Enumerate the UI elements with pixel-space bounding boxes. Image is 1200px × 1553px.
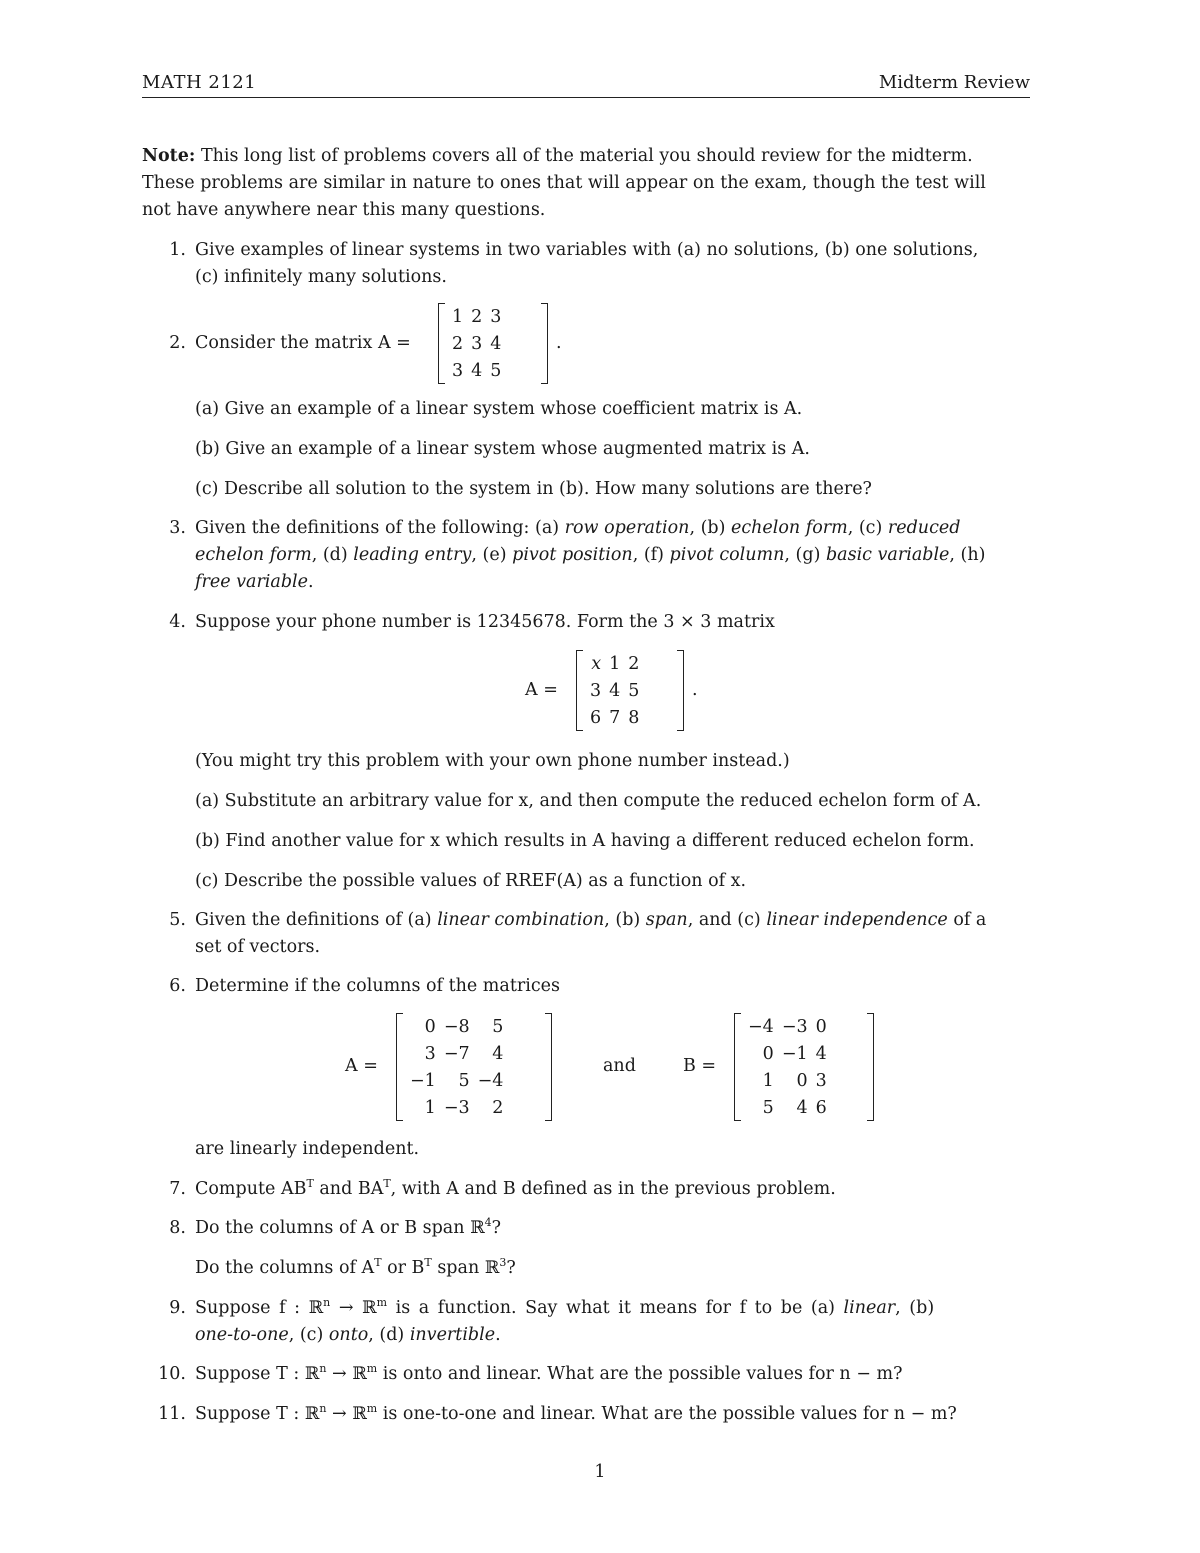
document-title: Midterm Review: [878, 72, 1030, 93]
problem-2-intro: Consider the matrix A =: [195, 333, 411, 353]
problem-2-number: 2.: [169, 333, 186, 353]
period: .: [556, 333, 562, 353]
problem-2c: (c) Describe all solution to the system in (b). How many solutions are there?: [195, 479, 872, 499]
matrix-a-problem-6: 0 −8 5 3 −7 4 −1 5 −4 1 −3 2: [396, 1013, 552, 1121]
problem-1-line-1: Give examples of linear systems in two variables with (a) no solutions, (b) one solutions,: [195, 240, 979, 260]
problem-6-intro: Determine if the columns of the matrices: [195, 976, 560, 996]
problem-11-text: Suppose T : ℝ$^n$ → ℝ$^m$ is one-to-one and linear. What are the possible values for n − m?: [195, 1402, 957, 1424]
problem-3-line-3: free variable.: [195, 572, 314, 592]
page-number: 1: [594, 1462, 606, 1482]
problem-2a: (a) Give an example of a linear system whose coefficient matrix is A.: [195, 399, 803, 419]
problem-4a: (a) Substitute an arbitrary value for x, and then compute the reduced echelon form of A.: [195, 791, 982, 811]
problem-4-intro: Suppose your phone number is 12345678. Form the 3 × 3 matrix: [195, 612, 775, 632]
period: .: [692, 680, 698, 700]
matrix-a-problem-4: x 1 2 3 4 5 6 7 8: [576, 650, 684, 731]
problem-8-q2: Do the columns of $A^T$ or $B^T$ span ℝ$^3$?: [195, 1256, 516, 1278]
problem-6-after: are linearly independent.: [195, 1139, 420, 1159]
problem-4c: (c) Describe the possible values of RREF(A) as a function of x.: [195, 871, 747, 891]
problem-3-line-2: echelon form, (d) leading entry, (e) pivot position, (f) pivot column, (g) basic variable, (h): [195, 545, 986, 565]
header-rule: [142, 97, 1030, 98]
problem-8-number: 8.: [169, 1218, 186, 1238]
and-word: and: [603, 1056, 636, 1076]
matrix-label-b: B =: [683, 1056, 717, 1076]
matrix-a-problem-2: 1 2 3 2 3 4 3 4 5: [438, 303, 548, 384]
problem-10-text: Suppose T : ℝ$^n$ → ℝ$^m$ is onto and linear. What are the possible values for n − m?: [195, 1362, 903, 1384]
note-line-3: not have anywhere near this many questions.: [142, 200, 546, 220]
problem-4-aside: (You might try this problem with your own phone number instead.): [195, 751, 790, 771]
matrix-label-a: A =: [345, 1056, 378, 1076]
problem-9-line-2: one-to-one, (c) onto, (d) invertible.: [195, 1325, 501, 1345]
problem-5-number: 5.: [169, 910, 186, 930]
problem-1-line-2: (c) infinitely many solutions.: [195, 267, 447, 287]
note-line-2: These problems are similar in nature to ones that will appear on the exam, though the test will: [142, 173, 986, 193]
problem-6-number: 6.: [169, 976, 186, 996]
problem-5-line-1: Given the definitions of (a) linear combination, (b) span, and (c) linear independence of a: [195, 910, 987, 930]
problem-10-number: 10.: [158, 1364, 186, 1384]
problem-9-line-1: Suppose f : ℝ$^n$ → ℝ$^m$ is a function. Say what it means for f to be (a) linear, (b): [195, 1296, 935, 1318]
problem-2b: (b) Give an example of a linear system whose augmented matrix is A.: [195, 439, 810, 459]
problem-1-number: 1.: [169, 240, 186, 260]
page-header: [142, 72, 1030, 98]
matrix-b-problem-6: −4 −3 0 0 −1 4 1 0 3 5 4 6: [734, 1013, 874, 1121]
problem-9-number: 9.: [169, 1298, 186, 1318]
problem-7-number: 7.: [169, 1179, 186, 1199]
matrix-label-a: A =: [525, 680, 558, 700]
problem-11-number: 11.: [158, 1404, 186, 1424]
problem-5-line-2: set of vectors.: [195, 937, 321, 957]
problem-7-text: Compute $AB^T$ and $BA^T$, with A and B defined as in the previous problem.: [195, 1177, 836, 1199]
note-line-1: Note: This long list of problems covers all of the material you should review for the midterm.: [142, 146, 973, 166]
problem-3-number: 3.: [169, 518, 186, 538]
problem-4b: (b) Find another value for x which results in A having a different reduced echelon form.: [195, 831, 975, 851]
problem-4-number: 4.: [169, 612, 186, 632]
problem-8-q1: Do the columns of A or B span ℝ$^4$?: [195, 1216, 502, 1238]
course-code: MATH 2121: [142, 72, 257, 93]
problem-3-line-1: Given the definitions of the following: (a) row operation, (b) echelon form, (c) reduced: [195, 518, 961, 538]
